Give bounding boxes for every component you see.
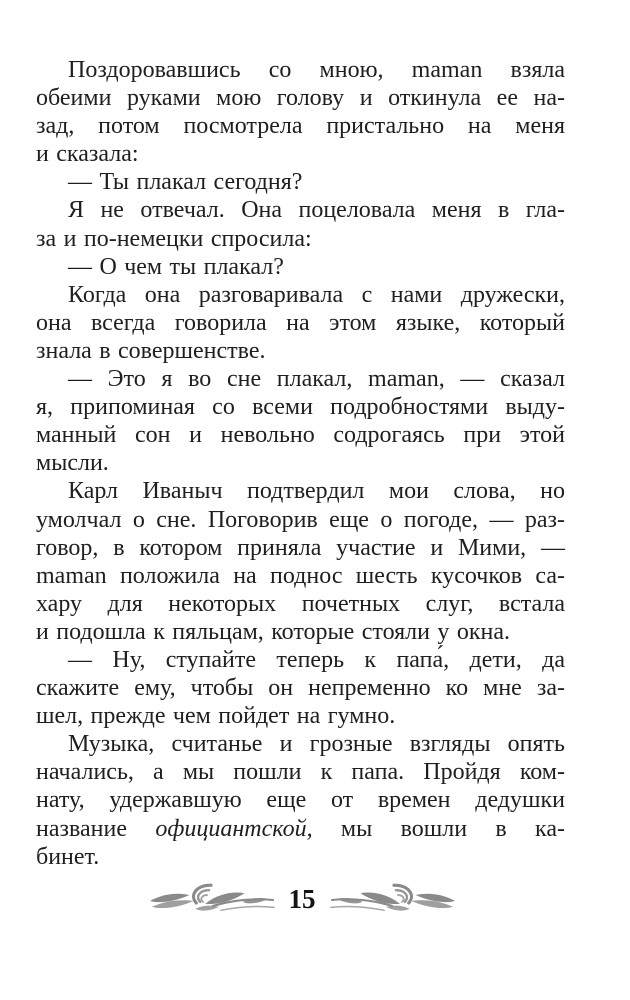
text-line <box>36 196 565 224</box>
text-line <box>36 56 565 84</box>
text-line <box>36 730 565 758</box>
text-line <box>36 449 565 477</box>
text-line <box>36 506 565 534</box>
text-segment: Я не отвечал. Она поцеловала меня в гла- <box>68 197 565 224</box>
text-segment: Когда она разговаривала с нами дружески, <box>68 281 565 308</box>
text-segment: скажите ему, чтобы он непременно ко мне за- <box>36 675 565 702</box>
text-line <box>36 393 565 421</box>
text-segment: хару для некоторых почетных слуг, встала <box>36 590 565 617</box>
text-segment: мысли. <box>36 450 109 477</box>
text-segment: за и по-немецки спросила: <box>36 225 312 252</box>
text-line <box>36 112 565 140</box>
text-line <box>36 786 565 814</box>
text-segment: Поздоровавшись со мною, maman взяла <box>68 57 565 83</box>
text-segment: название <box>36 815 156 842</box>
text-line <box>36 646 565 674</box>
text-segment: я, припоминая со всеми подробностями выду- <box>36 394 565 421</box>
text-segment: Музыка, считанье и грозные взгляды опять <box>68 731 565 758</box>
text-segment: она всегда говорила на этом языке, который <box>36 309 565 336</box>
text-line <box>36 309 565 337</box>
text-line <box>36 225 565 253</box>
flourish-left-icon <box>148 882 276 916</box>
text-segment: Карл Иваныч подтвердил мои слова, но <box>68 478 565 505</box>
text-segment: мы вошли в ка- <box>312 815 565 842</box>
text-line <box>36 140 565 168</box>
text-segment: бинет. <box>36 843 100 870</box>
text-line <box>36 365 565 393</box>
page-text <box>36 56 565 871</box>
text-segment: обеими руками мою голову и откинула ее на- <box>36 85 565 112</box>
text-line <box>36 618 565 646</box>
text-line <box>36 477 565 505</box>
flourish-right-icon <box>329 882 457 916</box>
text-segment: — Ты плакал сегодня? <box>68 169 303 196</box>
text-segment: знала в совершенстве. <box>36 337 266 364</box>
text-segment: шел, прежде чем пойдет на гумно. <box>36 703 396 730</box>
text-line <box>36 281 565 309</box>
text-line <box>36 421 565 449</box>
text-segment: и сказала: <box>36 141 139 168</box>
page-footer <box>0 882 617 916</box>
italic-word: официантской, <box>155 815 313 842</box>
text-segment: зад, потом посмотрела пристально на меня <box>36 113 565 140</box>
page-number: 15 <box>288 884 316 914</box>
text-segment: — О чем ты плакал? <box>68 253 284 280</box>
text-segment: maman положила на поднос шесть кусочков са- <box>36 562 565 589</box>
text-line <box>36 337 565 365</box>
text-segment: говор, в котором приняла участие и Мими, — <box>36 534 565 561</box>
text-segment: начались, а мы пошли к папа. Пройдя ком- <box>36 759 565 786</box>
text-line <box>36 758 565 786</box>
text-line <box>36 253 565 281</box>
text-segment: умолчал о сне. Поговорив еще о погоде, — раз- <box>36 506 565 533</box>
text-segment: — Ну, ступайте теперь к папа́, дети, да <box>68 646 565 673</box>
text-line <box>36 843 565 871</box>
text-segment: манный сон и невольно содрогаясь при этой <box>36 422 565 449</box>
text-line <box>36 590 565 618</box>
text-line <box>36 562 565 590</box>
text-line <box>36 534 565 562</box>
text-segment: нату, удержавшую еще от времен дедушки <box>36 787 565 814</box>
text-segment: — Это я во сне плакал, maman, — сказал <box>68 366 565 393</box>
text-line <box>36 702 565 730</box>
text-line <box>36 84 565 112</box>
text-segment: и подошла к пяльцам, которые стояли у окна. <box>36 618 511 645</box>
text-line <box>36 815 565 843</box>
text-line <box>36 168 565 196</box>
text-line <box>36 674 565 702</box>
